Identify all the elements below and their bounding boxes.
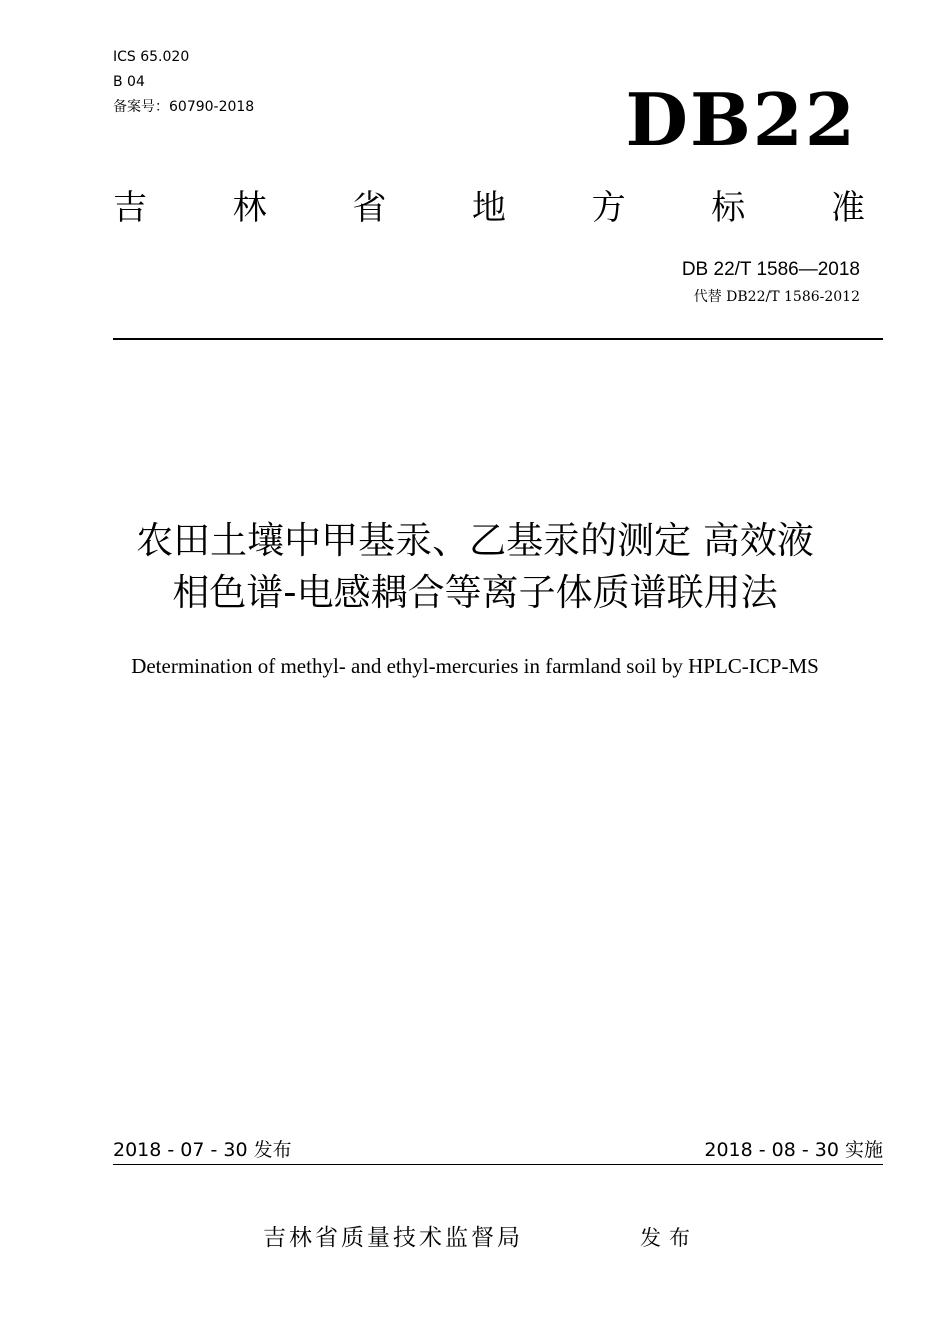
title-zh-line-2: 相色谱-电感耦合等离子体质谱联用法	[172, 571, 778, 614]
ics-code: ICS 65.020	[113, 49, 190, 65]
issuer-action: 发布	[640, 1226, 698, 1250]
standard-type-char: 标	[711, 188, 746, 228]
standard-type-char: 林	[232, 188, 267, 228]
issue-date: 2018 - 07 - 30 发布	[113, 1139, 292, 1161]
header-divider	[113, 338, 883, 340]
standard-type-char: 地	[471, 188, 506, 228]
title-en: Determination of methyl- and ethyl-mercuries in farmland soil by HPLC-ICP-MS	[131, 654, 819, 678]
standard-type-char: 省	[352, 188, 387, 228]
title-zh-line-1: 农田土壤中甲基汞、乙基汞的测定 高效液	[136, 519, 814, 562]
implementation-date: 2018 - 08 - 30 实施	[704, 1139, 883, 1161]
replaces-note: 代替 DB22/T 1586-2012	[693, 289, 860, 305]
db-logo: DB22	[625, 77, 857, 162]
standard-type-heading	[113, 186, 865, 230]
footer-divider	[113, 1164, 883, 1165]
standard-type-char: 方	[591, 188, 626, 228]
standard-type-char: 吉	[113, 188, 147, 228]
standard-type-char: 准	[830, 188, 865, 228]
ccs-code: B 04	[113, 74, 145, 90]
standard-code: DB 22/T 1586—2018	[681, 259, 860, 280]
issuer-name: 吉林省质量技术监督局	[263, 1225, 523, 1251]
record-number: 备案号：60790-2018	[113, 99, 255, 115]
title-zh	[40, 515, 910, 619]
